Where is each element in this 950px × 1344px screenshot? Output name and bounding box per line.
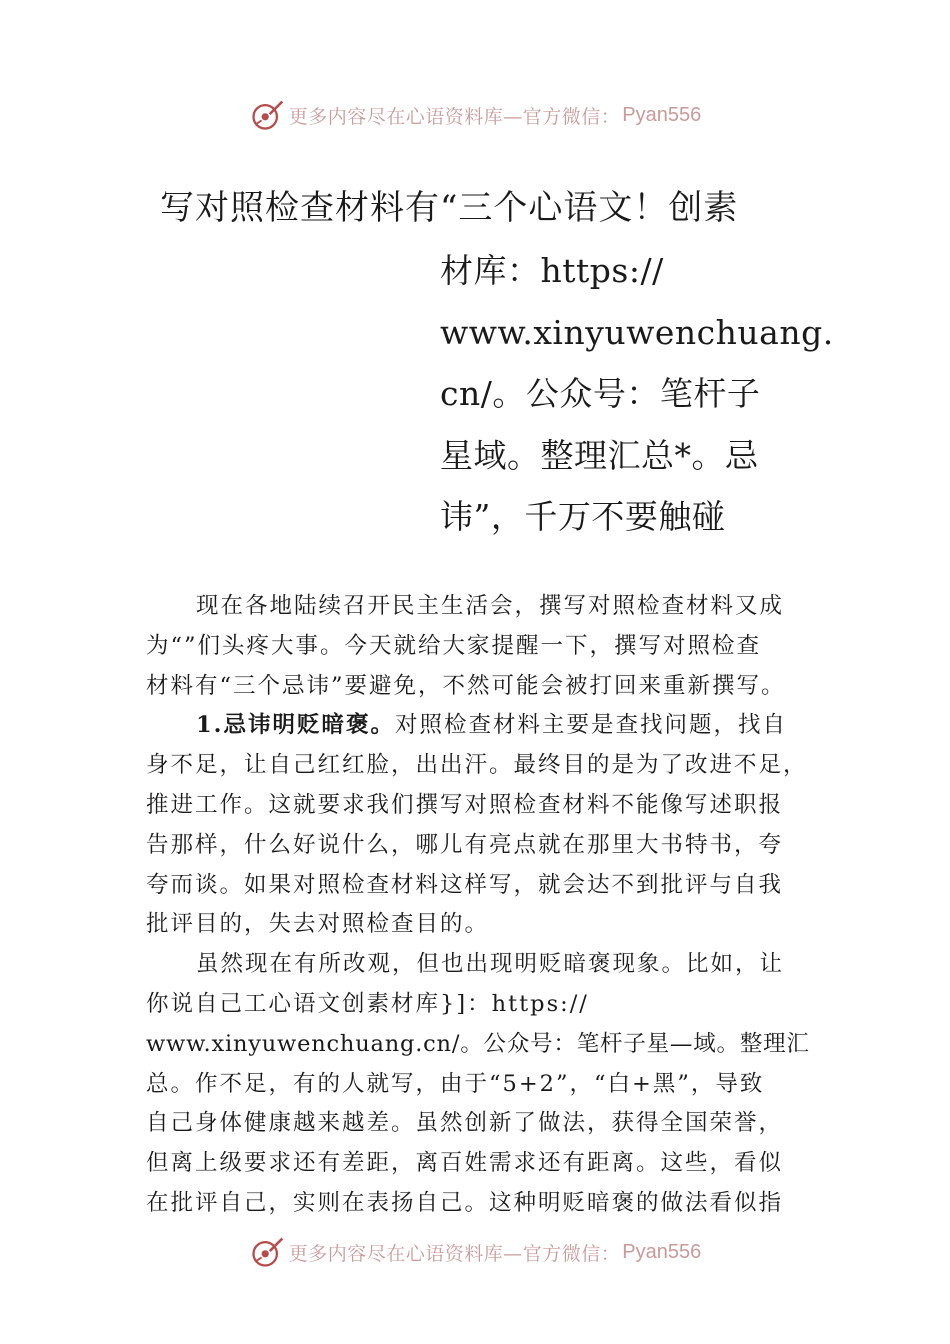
body-line: 夸而谈。如果对照检查材料这样写，就会达不到批评与自我 [146,871,784,898]
footer-watermark [0,1232,950,1272]
watermark-text: 更多内容尽在心语资料库—官方微信： [288,105,621,128]
body-line: 现在各地陆续召开民主生活会，撰写对照检查材料又成 [196,593,785,619]
body-line: 但离上级要求还有差距，离百姓需求还有距离。这些，看似 [146,1150,784,1177]
body-line: 自己身体健康越来越差。虽然创新了做法，获得全国荣誉， [146,1110,784,1137]
body-line: 批评目的，失去对照检查目的。 [146,911,490,938]
title-line: 材库：https:// [440,251,664,290]
document-title-continuation [440,240,834,548]
body-line: 总。作不足，有的人就写，由于“5+2”，“白+黑”，导致 [146,1070,765,1097]
body-line: 为“”们头疼大事。今天就给大家提醒一下，撰写对照检查 [146,632,762,659]
body-line: 身不足，让自己红红脸，出出汗。最终目的是为了改进不足， [146,752,808,779]
body-line [146,706,810,746]
body-line: 虽然现在有所改观，但也出现明贬暗褒现象。比如，让 [196,951,785,978]
title-line: www.xinyuwenchuang. [440,312,834,352]
pen-logo-icon [249,1234,285,1270]
body-line: 在批评自己，实则在表扬自己。这种明贬暗褒的做法看似指 [146,1189,784,1216]
pen-logo-icon [249,97,285,133]
body-line: 你说自己工心语文创素材库}]：https:// [146,990,589,1017]
title-line: 讳”，千万不要触碰 [440,497,726,536]
body-line: www.xinyuwenchuang.cn/。公众号：笔杆子星—域。整理汇 [146,1030,810,1057]
document-title: 写对照检查材料有“三个心语文！创素 [160,188,739,228]
body-text: 对照检查材料主要是查找问题，找自 [395,712,788,739]
document-body [146,587,810,1224]
body-line: 材料有“三个忌讳”要避免，不然可能会被打回来重新撰写。 [146,672,786,699]
body-line: 推进工作。这就要求我们撰写对照检查材料不能像写述职报 [146,791,784,818]
title-line: cn/。公众号：笔杆子 [440,374,761,413]
section-heading: 1.忌讳明贬暗褒。 [196,712,395,739]
watermark-handle: Pyan556 [622,1240,702,1263]
body-line: 告那样，什么好说什么，哪儿有亮点就在那里大书特书，夸 [146,831,784,858]
watermark-handle: Pyan556 [622,103,702,126]
watermark-text: 更多内容尽在心语资料库—官方微信： [288,1242,621,1265]
title-line: 星域。整理汇总*。忌 [440,435,759,475]
header-watermark [0,95,950,135]
